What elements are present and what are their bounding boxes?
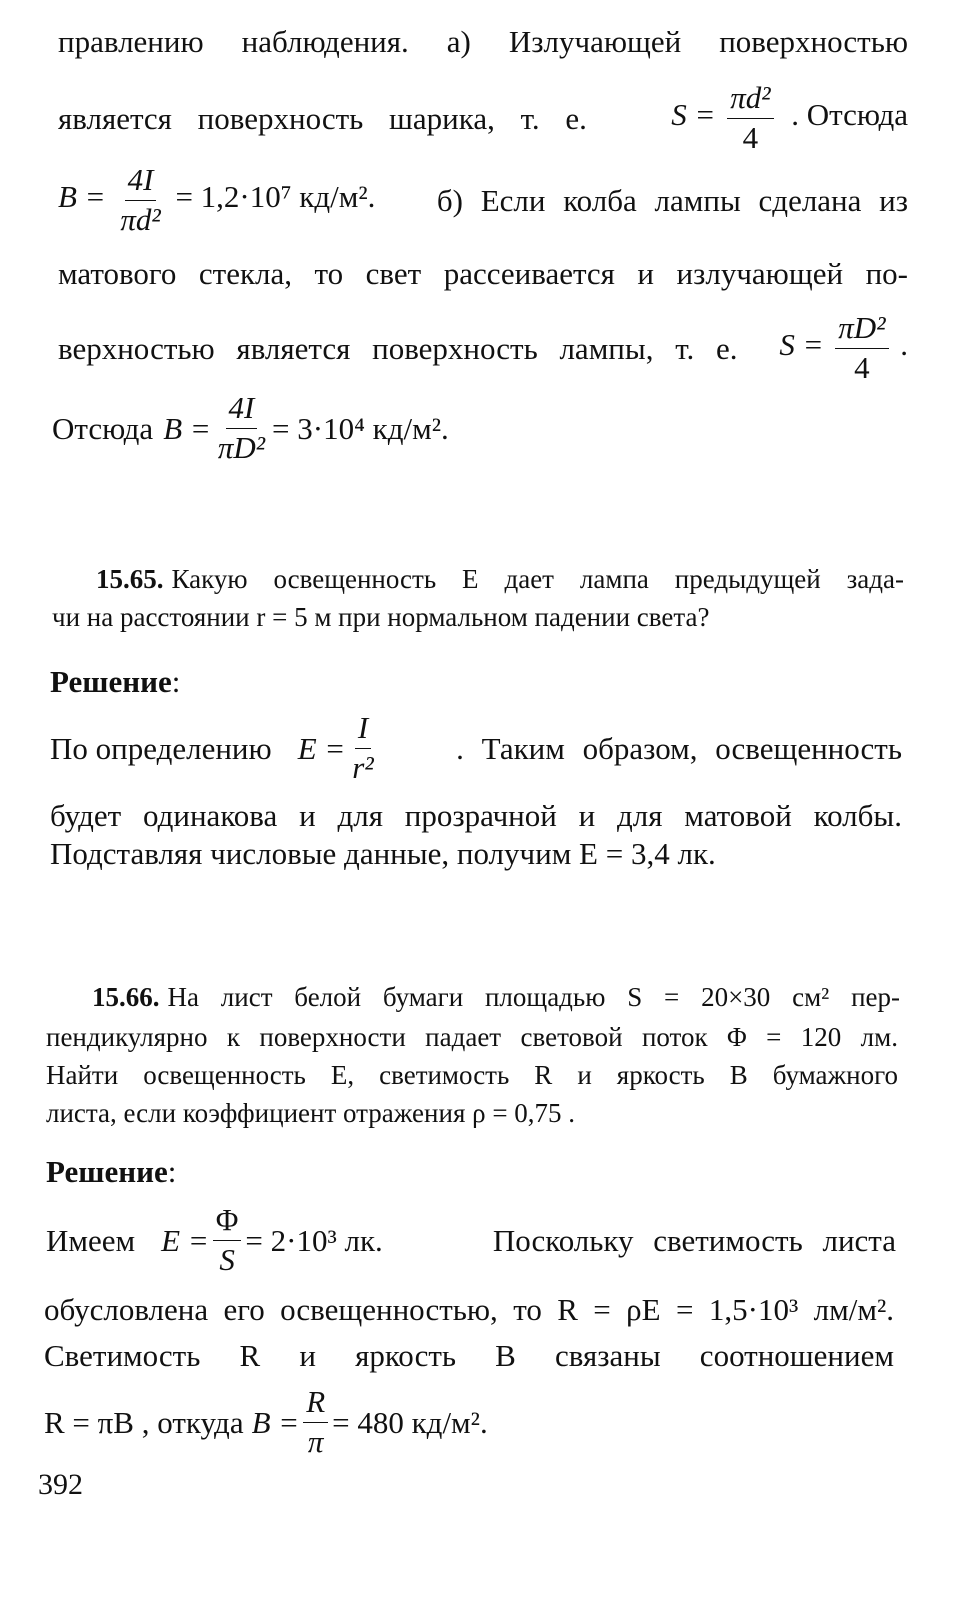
formula-area [46,1201,383,1277]
text-line: Подставляя числовые данные, получим E = 3,4 лк. [50,836,716,871]
fraction-denominator: r² [352,749,374,785]
problem-line [96,566,904,593]
fraction [303,1383,328,1459]
text-span: Какую освещенность E дает лампа предыдущей зада- [171,564,904,594]
problem-number: 15.65. [96,564,164,594]
formula-area [671,79,908,155]
text-span: верхностью является поверхность лампы, т. е. [58,330,738,366]
solution-label: Решение [46,1154,168,1189]
text-line: Найти освещенность E, светимость R и яркость B бумажного [46,1060,898,1090]
fraction-numerator: I [355,712,371,749]
problem-number: 15.66. [92,982,160,1012]
problem-line [92,984,900,1011]
text-line: матового стекла, то свет рассеивается и излучающей по- [58,256,908,291]
text-line: пендикулярно к поверхности падает световой поток Φ = 120 лм. [46,1022,898,1052]
text-line [58,308,908,388]
text-span: R = πB , откуда [44,1404,244,1440]
formula-value: = 480 кд/м². [332,1404,488,1440]
formula-lhs: E = [297,730,346,766]
text-span: . Отсюда [791,97,908,133]
text-span: : [167,1154,177,1189]
text-span: По определению [50,730,272,766]
fraction-denominator: S [219,1241,235,1277]
fraction [213,1201,242,1277]
fraction-numerator: R [303,1386,328,1423]
fraction-numerator: 4I [125,164,157,201]
solution-heading [46,1156,176,1187]
text-span: : [171,664,181,699]
text-line [58,160,908,240]
formula-value: = 2·10³ лк. [245,1222,383,1258]
formula-area [58,161,376,237]
text-line: чи на расстоянии r = 5 м при нормальном падении света? [52,602,710,632]
page-number: 392 [38,1468,83,1501]
text-span: Отсюда [52,410,154,446]
text-line [52,388,449,468]
fraction [215,389,268,465]
text-span: б) Если колба лампы сделана из [436,182,908,218]
text-span: На лист белой бумаги площадью S = 20×30 см² пер- [167,982,900,1012]
fraction-denominator: π [307,1423,324,1459]
text-line [44,1380,488,1464]
text-span: является поверхность шарика, т. е. [58,100,587,136]
text-line [58,26,908,57]
text-line [46,1198,896,1282]
formula-area [50,709,381,785]
fraction-numerator: 4I [226,392,258,429]
fraction-numerator: Φ [213,1204,242,1241]
text-span: . Таким образом, освещенность [456,730,902,766]
formula-value: = 3·10⁴ кд/м². [272,410,449,446]
fraction [117,161,163,237]
formula-lhs: B = [251,1404,300,1440]
text-span: правлению наблюдения. а) Излучающей поверхностью [58,24,908,59]
text-line: Светимость R и яркость B связаны соотношением [44,1338,894,1373]
text-span: . [900,327,908,363]
fraction [349,709,376,785]
text-span: Имеем [46,1222,136,1258]
fraction-denominator: πd² [120,201,161,237]
text-line [50,708,902,788]
formula-lhs: E = [161,1222,209,1258]
fraction-denominator: 4 [742,119,759,155]
fraction-numerator: πD² [835,312,888,349]
formula-lhs: S = [671,97,716,133]
formula-lhs: S = [779,327,824,363]
formula-value: = 1,2·10⁷ кд/м². [175,179,376,215]
solution-heading [50,666,180,697]
solution-label: Решение [50,664,172,699]
formula-lhs: B = [58,179,106,215]
fraction-denominator: 4 [854,349,870,385]
text-line: будет одинакова и для прозрачной и для матовой колбы. [50,798,902,833]
text-span: Поскольку светимость листа [492,1222,896,1258]
text-line [58,78,908,158]
fraction [835,309,888,385]
fraction [727,79,773,155]
fraction-numerator: πd² [727,82,773,119]
text-line: листа, если коэффициент отражения ρ = 0,75 . [46,1098,576,1128]
formula-lhs: B = [163,410,211,446]
fraction-denominator: πD² [217,429,266,465]
formula-area [779,309,908,385]
text-line: обусловлена его освещенностью, то R = ρE = 1,5·10³ лм/м². [44,1292,894,1327]
